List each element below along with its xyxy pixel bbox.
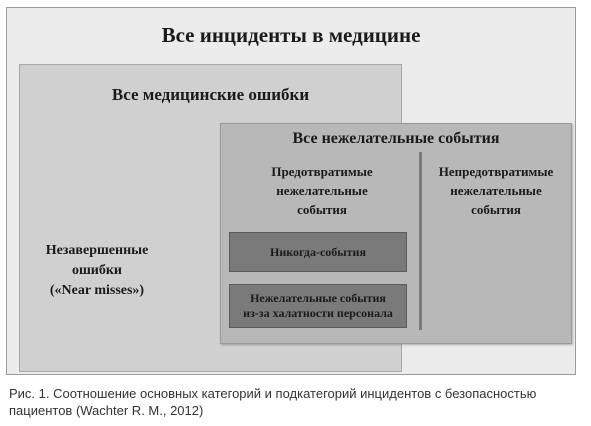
preventable-line-1: Предотвратимые	[271, 164, 373, 179]
nonpreventable-line-2: нежелательные	[450, 183, 542, 198]
medical-errors-title: Все медицинские ошибки	[111, 85, 310, 104]
near-misses-line-2: ошибки	[71, 263, 123, 278]
caption-line-2: пациентов (Wachter R. M., 2012)	[9, 403, 204, 418]
near-misses-line-1: Незавершенные	[45, 243, 149, 258]
near-misses-label	[27, 241, 167, 301]
figure-caption	[9, 385, 584, 419]
never-events-box	[229, 232, 407, 272]
preventable-label	[248, 162, 396, 219]
nonpreventable-line-1: Непредотвратимые	[438, 164, 554, 179]
caption-line-1: Рис. 1. Соотношение основных категорий и подкатегорий инцидентов с безопасностью	[9, 386, 537, 401]
preventable-line-2: нежелательные	[276, 183, 368, 198]
preventable-line-3: события	[297, 202, 347, 217]
all-incidents-title: Все инциденты в медицине	[161, 23, 421, 47]
negligence-line-1: Нежелательные события	[250, 291, 386, 305]
adverse-events-title: Все нежелательные события	[292, 130, 500, 147]
negligence-box	[229, 284, 407, 328]
near-misses-line-3: («Near misses»)	[49, 283, 145, 298]
negligence-label	[243, 291, 393, 321]
nonpreventable-label	[422, 162, 570, 219]
never-events-label: Никогда-события	[270, 244, 366, 259]
nonpreventable-line-3: события	[471, 202, 521, 217]
negligence-line-2: из-за халатности персонала	[243, 306, 393, 320]
